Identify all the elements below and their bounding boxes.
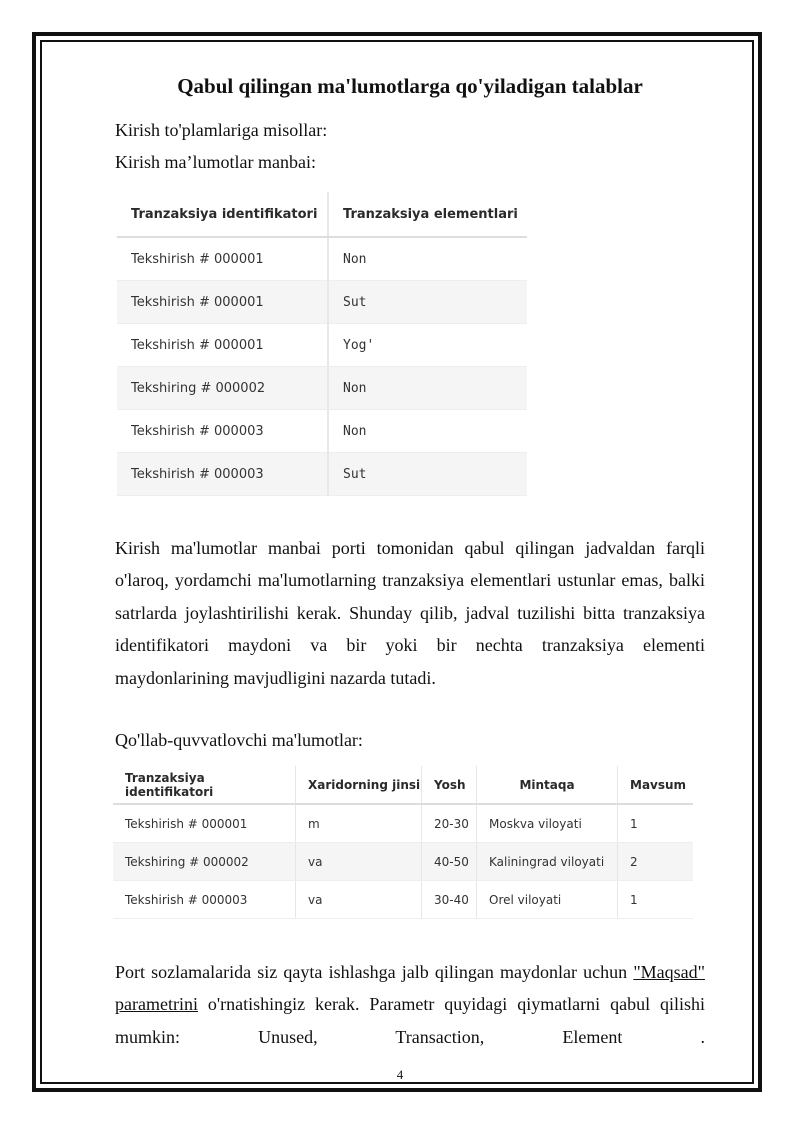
- table-cell: Moskva viloyati: [477, 804, 618, 843]
- table-row: [117, 453, 527, 496]
- supporting-data-label: Qo'llab-quvvatlovchi ma'lumotlar:: [115, 730, 363, 750]
- intro-line-1: Kirish to'plamlariga misollar:: [115, 120, 328, 140]
- column-header: Mintaqa: [477, 766, 618, 804]
- table-row: [117, 324, 527, 367]
- column-header: Tranzaksiya identifikatori: [117, 192, 328, 237]
- table-cell: 1: [618, 804, 694, 843]
- table-cell: Tekshirish # 000001: [113, 804, 296, 843]
- table-cell: m: [296, 804, 422, 843]
- table-header-row: [113, 766, 693, 804]
- table-row: [117, 281, 527, 324]
- table-cell: Tekshiring # 000002: [113, 843, 296, 881]
- page-number: 4: [396, 1067, 404, 1082]
- transactions-table: [117, 192, 527, 496]
- table-cell: Kaliningrad viloyati: [477, 843, 618, 881]
- table-cell: Tekshirish # 000003: [113, 881, 296, 919]
- table-cell: 1: [618, 881, 694, 919]
- column-header: Yosh: [422, 766, 477, 804]
- table-row: [113, 881, 693, 919]
- table-row: [117, 367, 527, 410]
- table-cell: Non: [328, 410, 527, 453]
- table-row: [117, 237, 527, 281]
- column-header: Mavsum: [618, 766, 694, 804]
- table-cell: va: [296, 843, 422, 881]
- supporting-data-table: [113, 766, 693, 919]
- table-row: [113, 843, 693, 881]
- table-cell: Orel viloyati: [477, 881, 618, 919]
- table-cell: 20-30: [422, 804, 477, 843]
- paragraph-text: o'rnatishingiz kerak. Parametr quyidagi qiymatlarni qabul qilishi mumkin: Unused, Transaction, Element .: [115, 994, 705, 1047]
- table-cell: Tekshirish # 000001: [117, 281, 328, 324]
- table-cell: 2: [618, 843, 694, 881]
- paragraph-port-settings: [115, 956, 705, 1053]
- table-cell: 40-50: [422, 843, 477, 881]
- table-header-row: [117, 192, 527, 237]
- table-cell: va: [296, 881, 422, 919]
- table-row: [117, 410, 527, 453]
- table-row: [113, 804, 693, 843]
- table-cell: Tekshiring # 000002: [117, 367, 328, 410]
- table-cell: Non: [328, 237, 527, 281]
- page-title: Qabul qilingan ma'lumotlarga qo'yiladigan talablar: [177, 74, 643, 98]
- column-header: Xaridorning jinsi: [296, 766, 422, 804]
- table-cell: Tekshirish # 000001: [117, 324, 328, 367]
- table-cell: Tekshirish # 000003: [117, 410, 328, 453]
- table-cell: Tekshirish # 000003: [117, 453, 328, 496]
- paragraph-text: Port sozlamalarida siz qayta ishlashga jalb qilingan maydonlar uchun: [115, 962, 634, 982]
- table-cell: 30-40: [422, 881, 477, 919]
- paragraph-structure: Kirish ma'lumotlar manbai porti tomonidan qabul qilingan jadvaldan farqli o'laroq, yordamchi ma'lumotlarning tranzaksiya elementlari ustunlar emas, balki satrlarda joylashtirilishi kerak. Shunday qilib, jadval tuzilishi bitta tranzaksiya identifikatori maydoni va bir yoki bir nechta tranzaksiya elementi maydonlarining mavjudligini nazarda tutadi.: [115, 538, 705, 688]
- column-header: Tranzaksiya identifikatori: [113, 766, 296, 804]
- table-cell: Sut: [328, 281, 527, 324]
- table-cell: Tekshirish # 000001: [117, 237, 328, 281]
- maqsad-parameter-link[interactable]: "Maqsad" parametrini: [115, 962, 705, 1015]
- table-cell: Yog': [328, 324, 527, 367]
- column-header: Tranzaksiya elementlari: [328, 192, 527, 237]
- intro-line-2: Kirish ma’lumotlar manbai:: [115, 152, 316, 172]
- table-cell: Non: [328, 367, 527, 410]
- table-cell: Sut: [328, 453, 527, 496]
